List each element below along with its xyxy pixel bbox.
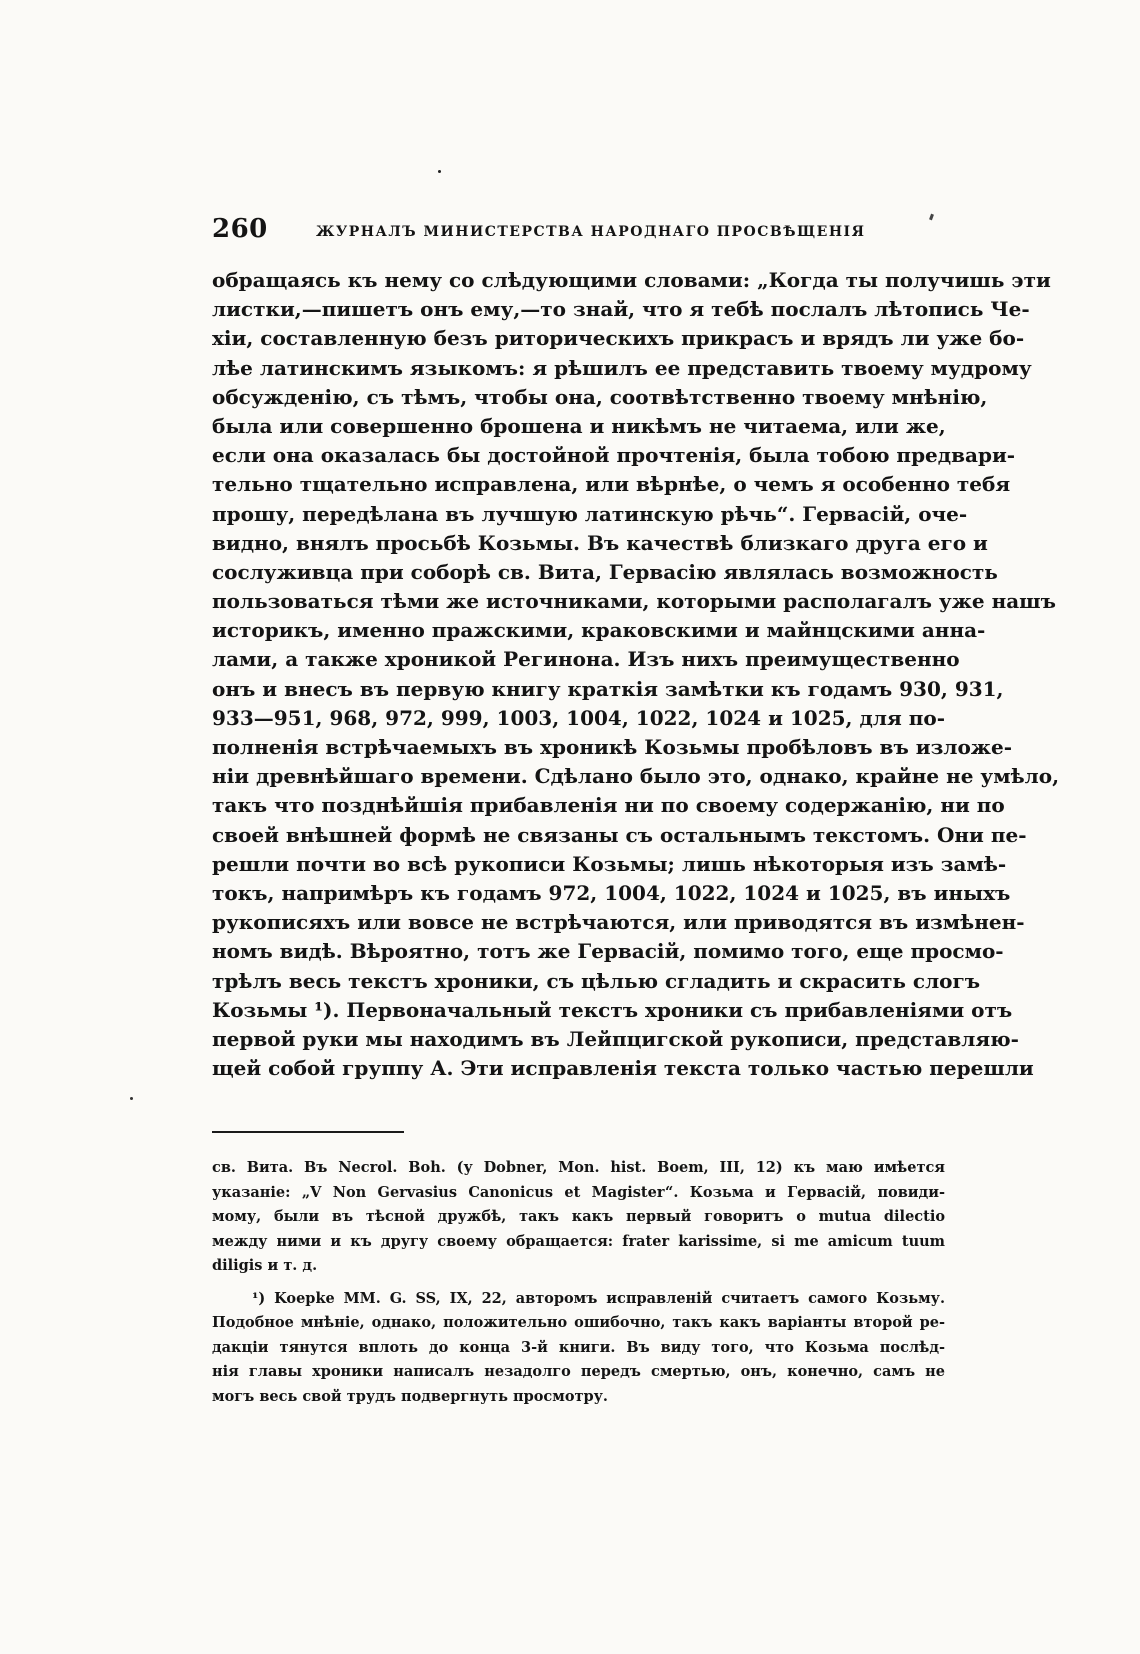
text-line: такъ что позднѣйшія прибавленія ни по своему содержанію, ни по: [212, 793, 1005, 818]
text-line: трѣлъ весь текстъ хроники, съ цѣлью сгладить и скрасить слогъ: [212, 968, 981, 993]
text-line: видно, внялъ просьбѣ Козьмы. Въ качествѣ близкаго друга его и: [212, 530, 988, 555]
footnote-line: между ними и къ другу своему обращается: frater karissime, si me amicum tuum: [212, 1232, 945, 1250]
text-line: решли почти во всѣ рукописи Козьмы; лишь нѣкоторыя изъ замѣ-: [212, 851, 1007, 876]
text-line: обращаясь къ нему со слѣдующими словами: „Когда ты получишь эти: [212, 268, 1051, 292]
text-line: лами, а также хроникой Регинона. Изъ нихъ преимущественно: [212, 647, 960, 672]
text-line: была или совершенно брошена и никѣмъ не читаема, или же,: [212, 413, 946, 438]
footnote-line: могъ весь свой трудъ подвергнуть просмотру.: [212, 1387, 608, 1405]
text-line: обсужденію, съ тѣмъ, чтобы она, соотвѣтственно твоему мнѣнію,: [212, 384, 988, 409]
footnotes: [212, 1156, 945, 1409]
text-line: ніи древнѣйшаго времени. Сдѣлано было это, однако, крайне не умѣло,: [212, 764, 1060, 789]
text-line: Козьмы ¹). Первоначальный текстъ хроники съ прибавленіями отъ: [212, 997, 1013, 1022]
footnote-separator: [212, 1131, 404, 1133]
text-line: своей внѣшней формѣ не связаны съ остальнымъ текстомъ. Они пе-: [212, 822, 1027, 847]
text-line: щей собой группу А. Эти исправленія текста только частью перешли: [212, 1056, 1034, 1081]
footnote-line: дакціи тянутся вплоть до конца 3-й книги. Въ виду того, что Козьма послѣд-: [212, 1338, 945, 1356]
scan-speck: [438, 170, 441, 173]
footnote-line: diligis и т. д.: [212, 1257, 318, 1274]
footnote-line: св. Вита. Въ Necrol. Boh. (у Dobner, Mon. hist. Boem, III, 12) къ маю имѣется: [212, 1159, 945, 1176]
text-line: лѣе латинскимъ языкомъ: я рѣшилъ ее представить твоему мудрому: [212, 355, 1032, 380]
text-line: токъ, напримѣръ къ годамъ 972, 1004, 1022, 1024 и 1025, въ иныхъ: [212, 880, 1011, 905]
text-line: историкъ, именно пражскими, краковскими и майнцскими анна-: [212, 618, 986, 643]
footnote-continued: [212, 1156, 945, 1279]
text-line: тельно тщательно исправлена, или вѣрнѣе, о чемъ я особенно тебя: [212, 472, 1011, 497]
footnote-line: указаніе: „V Non Gervasius Canonicus et Magister“. Козьма и Гервасій, повиди-: [212, 1183, 945, 1201]
main-text: [212, 266, 1060, 1083]
footnote-line: Подобное мнѣніе, однако, положительно ошибочно, такъ какъ варіанты второй ре-: [212, 1314, 945, 1331]
text-line: листки,—пишетъ онъ ему,—то знай, что я тебѣ послалъ лѣтопись Че-: [212, 297, 1030, 322]
footnote-line: мому, были въ тѣсной дружбѣ, такъ какъ первый говоритъ о mutua dilectio: [212, 1208, 945, 1225]
text-line: номъ видѣ. Вѣроятно, тотъ же Гервасій, помимо того, еще просмо-: [212, 939, 1004, 964]
margin-speck: [130, 1097, 133, 1100]
text-line: если она оказалась бы достойной прочтенія, была тобою предвари-: [212, 443, 1016, 468]
footnote-line: нія главы хроники написалъ незадолго передъ смертью, онъ, конечно, самъ не: [212, 1363, 945, 1380]
footnote-line: ¹) Koepke MM. G. SS, IX, 22, авторомъ исправленій считаетъ самого Козьму.: [252, 1289, 945, 1307]
text-line: рукописяхъ или вовсе не встрѣчаются, или приводятся въ измѣнен-: [212, 910, 1025, 935]
text-line: прошу, передѣлана въ лучшую латинскую рѣчь“. Гервасій, оче-: [212, 501, 968, 526]
text-line: онъ и внесъ въ первую книгу краткія замѣтки къ годамъ 930, 931,: [212, 676, 1004, 701]
footnote-spacer: [212, 1279, 945, 1287]
text-line: первой руки мы находимъ въ Лейпцигской рукописи, представляю-: [212, 1026, 1019, 1051]
page-header: [212, 214, 942, 254]
footnote-1: [212, 1287, 945, 1410]
text-line: полненія встрѣчаемыхъ въ хроникѣ Козьмы пробѣловъ въ изложе-: [212, 735, 1013, 759]
text-line: сослуживца при соборѣ св. Вита, Гервасію являлась возможность: [212, 559, 998, 584]
text-line: 933—951, 968, 972, 999, 1003, 1004, 1022, 1024 и 1025, для по-: [212, 705, 945, 730]
text-line: пользоваться тѣми же источниками, которыми располагалъ уже нашъ: [212, 589, 1057, 614]
page-number: 260: [212, 214, 268, 244]
running-title: ЖУРНАЛЪ МИНИСТЕРСТВА НАРОДНАГО ПРОСВѢЩЕНІЯ: [316, 224, 866, 240]
text-line: хіи, составленную безъ риторическихъ прикрасъ и врядъ ли уже бо-: [212, 326, 1025, 351]
